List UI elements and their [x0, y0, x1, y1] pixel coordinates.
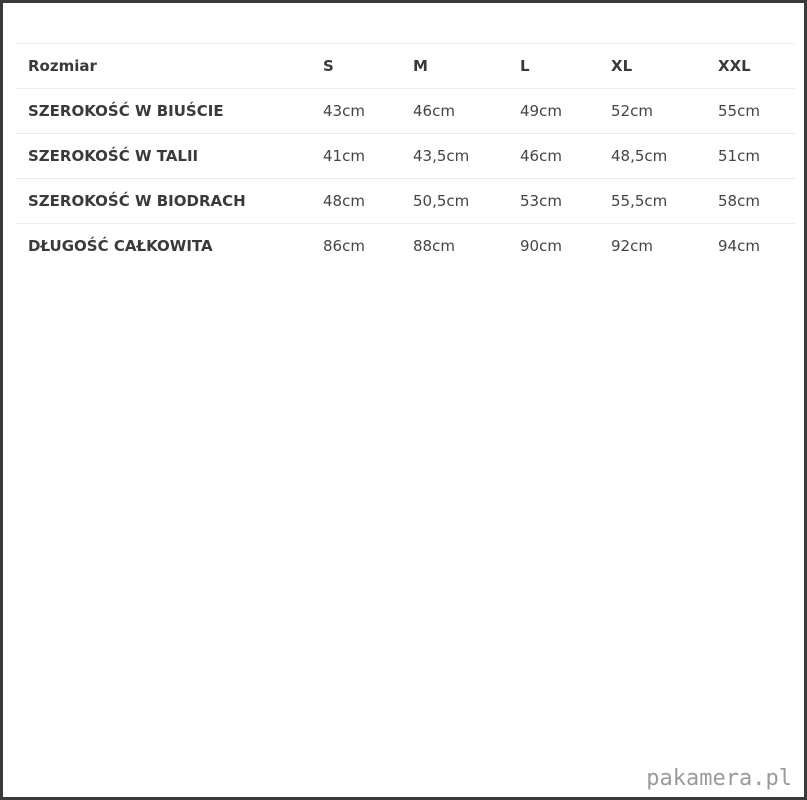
table-cell: 46cm: [520, 134, 611, 179]
header-size-xxl: XXL: [718, 44, 795, 89]
header-size-m: M: [413, 44, 520, 89]
row-label-waist: SZEROKOŚĆ W TALII: [15, 134, 323, 179]
table-row: [15, 134, 795, 179]
table-cell: 92cm: [611, 224, 718, 269]
header-size-l: L: [520, 44, 611, 89]
table-cell: 43cm: [323, 89, 413, 134]
row-label-bust: SZEROKOŚĆ W BIUŚCIE: [15, 89, 323, 134]
table-row: [15, 89, 795, 134]
table-cell: 49cm: [520, 89, 611, 134]
table-cell: 86cm: [323, 224, 413, 269]
header-size-label: Rozmiar: [15, 44, 323, 89]
table-cell: 88cm: [413, 224, 520, 269]
header-size-xl: XL: [611, 44, 718, 89]
row-label-hips: SZEROKOŚĆ W BIODRACH: [15, 179, 323, 224]
table-cell: 43,5cm: [413, 134, 520, 179]
table-cell: 58cm: [718, 179, 795, 224]
table-row: [15, 224, 795, 269]
table-header-row: [15, 44, 795, 89]
table-cell: 41cm: [323, 134, 413, 179]
table-cell: 52cm: [611, 89, 718, 134]
table-cell: 94cm: [718, 224, 795, 269]
table-cell: 50,5cm: [413, 179, 520, 224]
table-row: [15, 179, 795, 224]
table-cell: 90cm: [520, 224, 611, 269]
pakamera-watermark: pakamera.pl: [646, 766, 792, 791]
table-cell: 53cm: [520, 179, 611, 224]
table-cell: 51cm: [718, 134, 795, 179]
table-cell: 46cm: [413, 89, 520, 134]
size-chart-table: [15, 43, 795, 269]
header-size-s: S: [323, 44, 413, 89]
table-cell: 55,5cm: [611, 179, 718, 224]
table-cell: 48,5cm: [611, 134, 718, 179]
row-label-total-length: DŁUGOŚĆ CAŁKOWITA: [15, 224, 323, 269]
table-cell: 55cm: [718, 89, 795, 134]
table-cell: 48cm: [323, 179, 413, 224]
